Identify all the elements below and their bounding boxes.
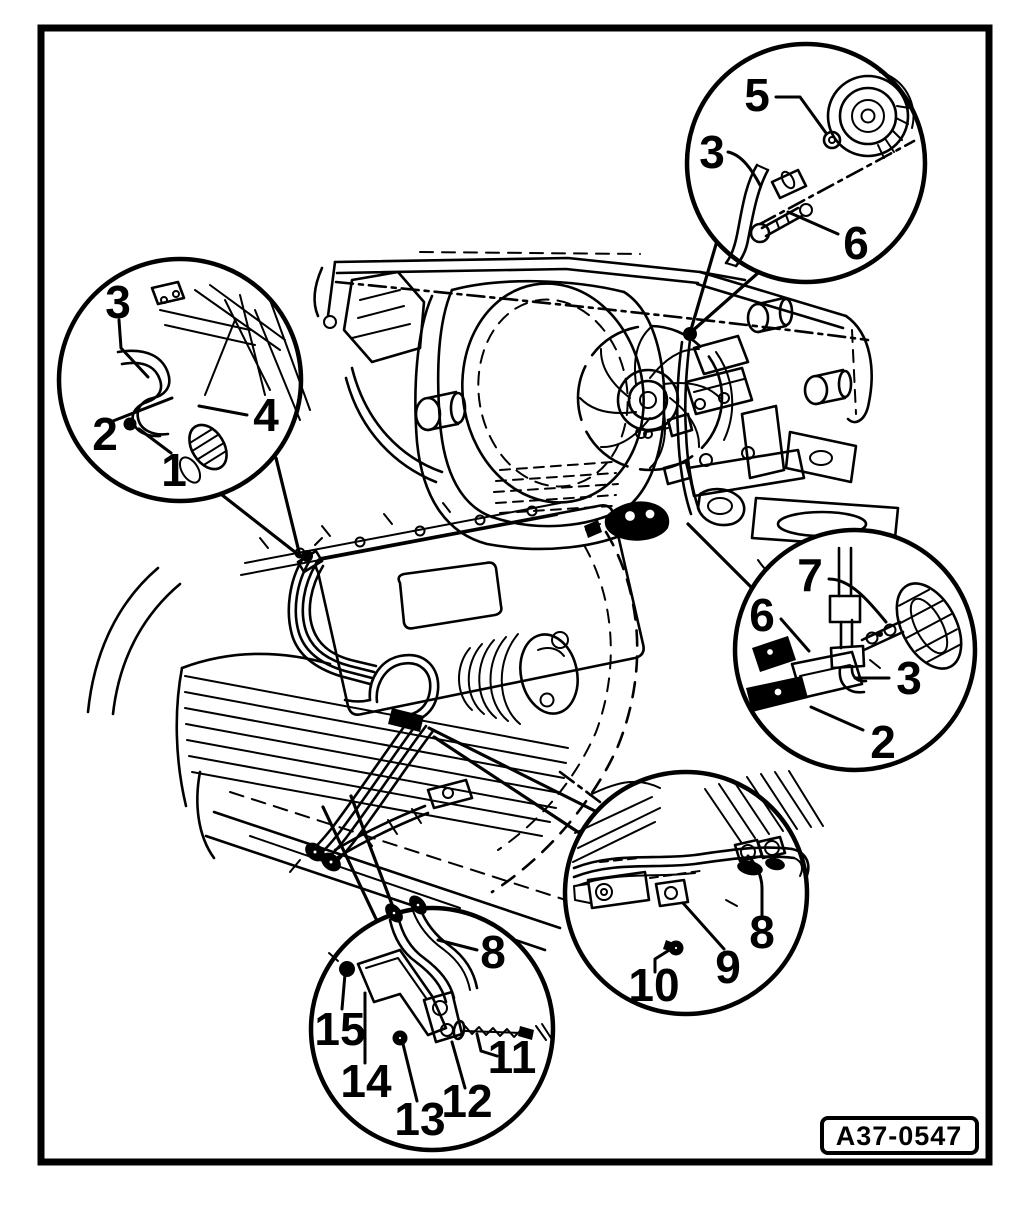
callout-2c: 2 (870, 716, 896, 768)
callout-8: 8 (749, 906, 775, 958)
callout-14: 14 (340, 1055, 392, 1107)
callout-13: 13 (394, 1093, 446, 1145)
intake-bellows (459, 629, 585, 724)
atf-cooler-pipes (289, 538, 472, 875)
callout-8e: 8 (480, 926, 506, 978)
callout-5: 5 (744, 69, 770, 121)
lock-carrier-panel (315, 252, 872, 549)
valve-cover (241, 503, 644, 715)
callout-12: 12 (441, 1075, 493, 1127)
callout-9: 9 (715, 941, 741, 993)
callout-4: 4 (253, 389, 279, 441)
callout-10: 10 (628, 959, 680, 1011)
callout-7: 7 (797, 549, 823, 601)
callout-6c: 6 (749, 589, 775, 641)
radiator-fan (578, 326, 732, 470)
callout-3b: 3 (105, 276, 131, 328)
callout-6: 6 (843, 217, 869, 269)
callout-1: 1 (161, 444, 187, 496)
callout-3: 3 (699, 126, 725, 178)
callout-15: 15 (314, 1003, 366, 1055)
callout-3c: 3 (896, 652, 922, 704)
figure-code: A37-0547 (835, 1121, 963, 1151)
figure-code-box (822, 1118, 977, 1153)
callout-2b: 2 (92, 408, 118, 460)
callout-11: 11 (487, 1031, 537, 1083)
